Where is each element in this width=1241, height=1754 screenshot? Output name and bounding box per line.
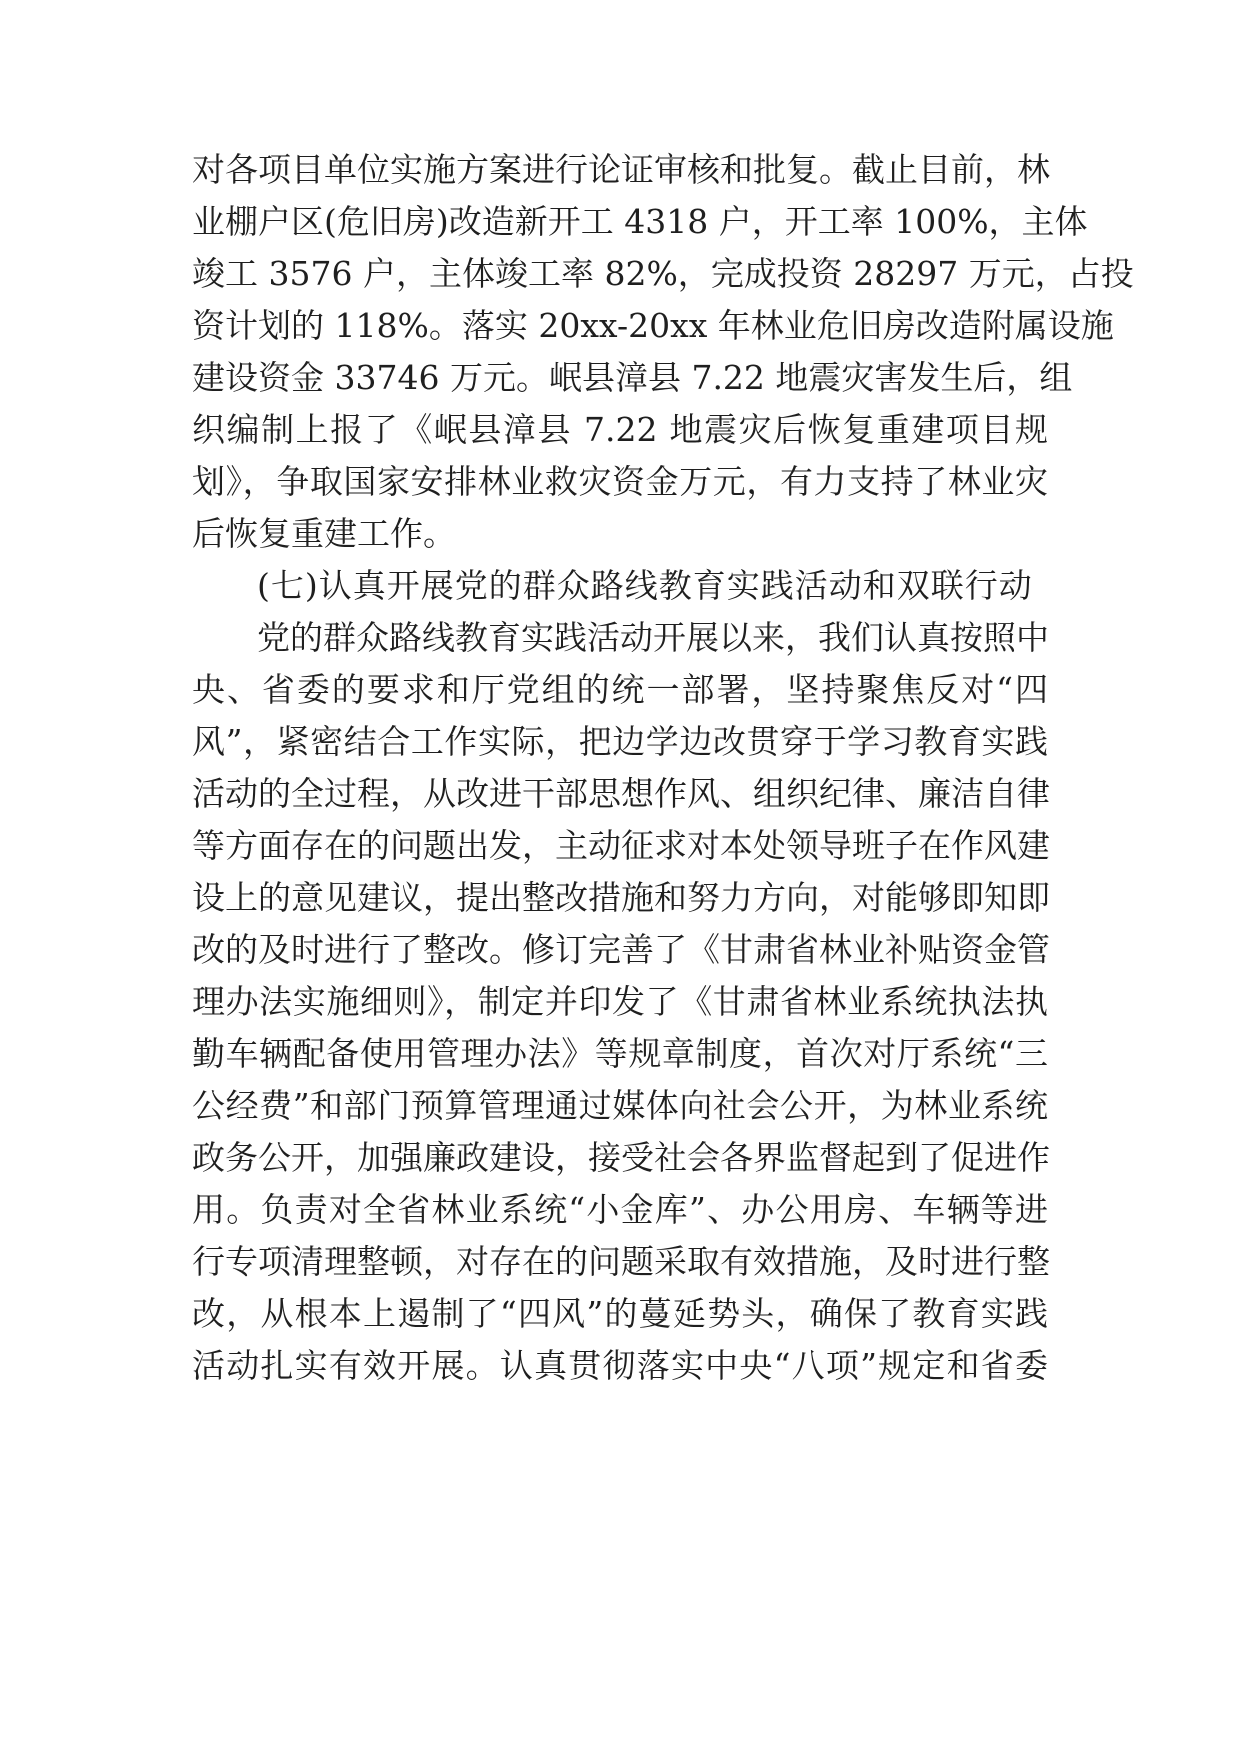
text-line: 后恢复重建工作。: [192, 514, 456, 553]
text-line: 织编制上报了《岷县漳县 7.22 地震灾后恢复重建项目规: [192, 410, 1048, 449]
text-line: 公经费”和部门预算管理通过媒体向社会公开，为林业系统: [192, 1086, 1048, 1125]
text-line: 改，从根本上遏制了“四风”的蔓延势头，确保了教育实践: [192, 1294, 1048, 1333]
text-line: 活动扎实有效开展。认真贯彻落实中央“八项”规定和省委: [192, 1346, 1048, 1385]
text-line: 改的及时进行了整改。修订完善了《甘肃省林业补贴资金管: [192, 930, 1050, 969]
text-line: 划》，争取国家安排林业救灾资金万元，有力支持了林业灾: [192, 462, 1048, 501]
paragraph-first-line: 党的群众路线教育实践活动开展以来，我们认真按照中: [257, 618, 1049, 657]
text-line: 用。负责对全省林业系统“小金库”、办公用房、车辆等进: [192, 1190, 1048, 1229]
text-line: 政务公开，加强廉政建设，接受社会各界监督起到了促进作: [192, 1138, 1050, 1177]
text-line: 竣工 3576 户，主体竣工率 82%，完成投资 28297 万元，占投: [192, 254, 1134, 293]
text-line: 行专项清理整顿，对存在的问题采取有效措施，及时进行整: [192, 1242, 1050, 1281]
text-line: 资计划的 118%。落实 20xx-20xx 年林业危旧房改造附属设施: [192, 306, 1114, 345]
text-line: 业棚户区(危旧房)改造新开工 4318 户，开工率 100%，主体: [192, 202, 1088, 241]
text-line: 活动的全过程，从改进干部思想作风、组织纪律、廉洁自律: [192, 774, 1050, 813]
text-line: 对各项目单位实施方案进行论证审核和批复。截止目前，林: [192, 150, 1050, 189]
text-line: 风”，紧密结合工作实际，把边学边改贯穿于学习教育实践: [192, 722, 1048, 761]
text-line: 设上的意见建议，提出整改措施和努力方向，对能够即知即: [192, 878, 1050, 917]
text-line: 理办法实施细则》，制定并印发了《甘肃省林业系统执法执: [192, 982, 1048, 1021]
text-line: 勤车辆配备使用管理办法》等规章制度，首次对厅系统“三: [192, 1034, 1048, 1073]
text-line: 央、省委的要求和厅党组的统一部署，坚持聚焦反对“四: [192, 670, 1048, 709]
text-line: 建设资金 33746 万元。岷县漳县 7.22 地震灾害发生后，组: [192, 358, 1073, 397]
text-line: 等方面存在的问题出发，主动征求对本处领导班子在作风建: [192, 826, 1050, 865]
section-heading: (七)认真开展党的群众路线教育实践活动和双联行动: [257, 566, 1033, 605]
